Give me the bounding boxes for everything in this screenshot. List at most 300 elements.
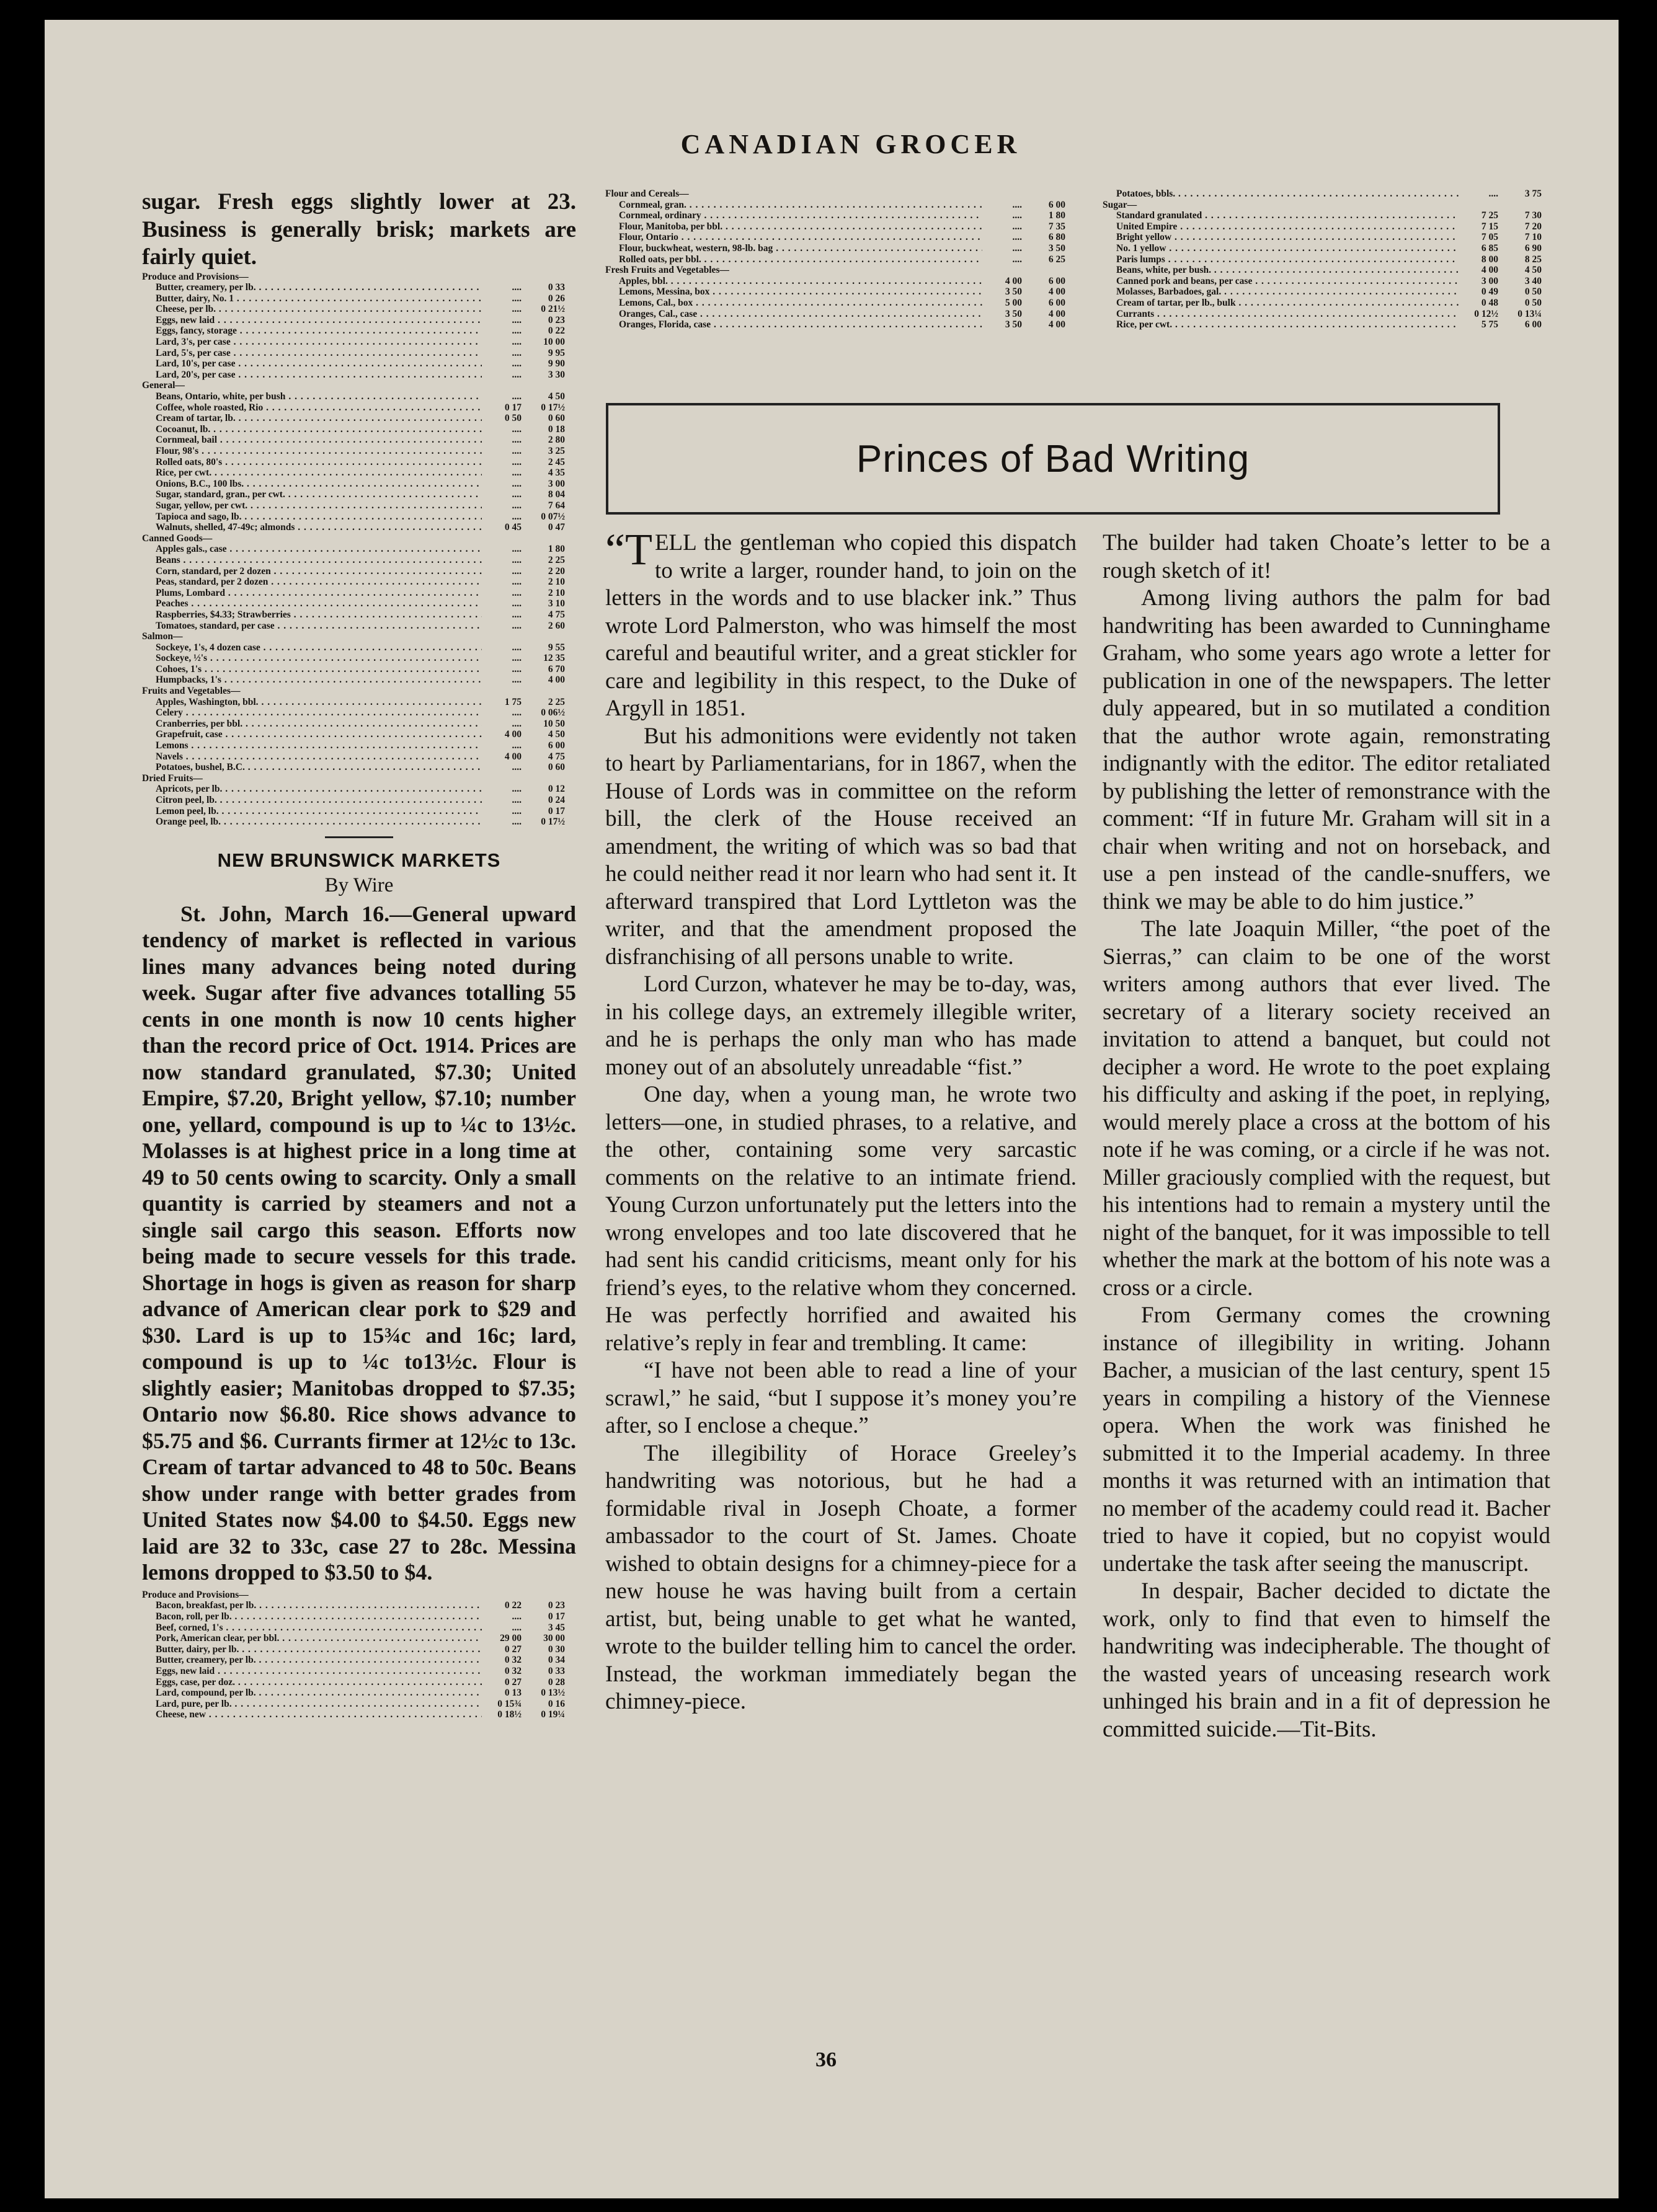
price-high: 3 40: [1524, 275, 1542, 286]
price-low: ....: [512, 805, 522, 816]
table-row: [142, 675, 576, 686]
item-name: Oranges, Florida, case . . .: [605, 319, 982, 330]
table-row: [142, 489, 576, 500]
price-high: 7 35: [1048, 221, 1065, 232]
table-row: [605, 221, 1077, 232]
item-name: Sugar, yellow, per cwt. . . .: [142, 500, 482, 511]
table-row: [1103, 286, 1553, 298]
item-name: Sockeye, ½'s . . .: [142, 653, 482, 664]
price-low: ....: [512, 456, 522, 467]
table-row: [142, 795, 576, 806]
price-high: 4 50: [548, 729, 565, 740]
market-intro: sugar. Fresh eggs slightly lower at 23. Business is generally brisk; markets are fairly quiet.: [142, 189, 576, 270]
table-row: [142, 479, 576, 490]
item-name: Apples, Washington, bbl. . . .: [142, 697, 482, 708]
item-name: Paris lumps . . .: [1103, 254, 1459, 265]
price-low: ....: [512, 511, 522, 522]
item-name: Lard, 10's, per case . . .: [142, 358, 482, 369]
table-row: [142, 1709, 576, 1720]
item-name: Cream of tartar, lb. . . .: [142, 413, 482, 424]
price-high: 10 50: [543, 718, 565, 729]
price-high: 4 00: [1048, 286, 1065, 298]
table-row: [142, 337, 576, 348]
price-high: 2 25: [548, 554, 565, 565]
price-low: ....: [1012, 210, 1022, 221]
price-low: ....: [512, 653, 522, 664]
price-high: 0 22: [548, 325, 565, 337]
price-high: 0 60: [548, 762, 565, 773]
price-high: 2 10: [548, 587, 565, 598]
price-low: ....: [512, 337, 522, 348]
price-high: 0 50: [1524, 297, 1542, 308]
table-row: [142, 413, 576, 424]
table-row: [142, 402, 576, 414]
price-high: 0 13¼: [1517, 308, 1542, 319]
price-high: 0 18: [548, 423, 565, 435]
price-low: ....: [512, 598, 522, 609]
table-row: [142, 642, 576, 653]
item-name: Flour, 98's . . .: [142, 446, 482, 457]
table-row: [605, 298, 1077, 309]
price-high: 0 06½: [541, 707, 565, 719]
table-row: [142, 697, 576, 708]
price-low: ....: [512, 675, 522, 686]
item-name: Molasses, Barbadoes, gal. . . .: [1103, 286, 1459, 298]
item-name: Corn, standard, per 2 dozen . . .: [142, 566, 482, 577]
item-name: Beans, white, per bush. . . .: [1103, 265, 1459, 276]
price-high: 0 21½: [541, 304, 565, 315]
price-low: 0 32: [504, 1665, 522, 1676]
price-low: ....: [512, 609, 522, 620]
price-low: 0 12½: [1474, 308, 1498, 319]
article-paragraph: But his admonitions were evidently not taken to heart by Parliamentarians, for in 1867, when the House of Lords was in committee on the reform bill, the clerk of the House received an amendment, the writing of which was so bad that he could neither read it nor learn who had sent it. It afterward transpired that Lord Lyttleton was the writer, and that the amendment proposed the disfranchising of all persons unable to write.: [605, 723, 1077, 970]
price-low: 0 22: [504, 1600, 522, 1611]
price-low: ....: [512, 358, 522, 369]
table-row: [142, 522, 576, 533]
price-high: 0 24: [548, 795, 565, 805]
item-name: Cornmeal, ordinary . . .: [605, 210, 982, 221]
price-high: 0 12: [548, 784, 565, 795]
divider: [325, 836, 393, 838]
price-high: 6 00: [1048, 275, 1065, 286]
price-high: 2 45: [548, 456, 565, 467]
price-low: ....: [512, 325, 522, 337]
table-row: [142, 1611, 576, 1622]
price-high: 1 80: [1048, 210, 1065, 221]
item-name: Flour, Manitoba, per bbl. . . .: [605, 221, 982, 232]
item-name: Cheese, new . . .: [142, 1709, 482, 1720]
table-row: [142, 467, 576, 479]
market-table-produce: [142, 272, 576, 828]
table-row: [142, 588, 576, 599]
item-name: Rice, per cwt. . . .: [1103, 319, 1459, 330]
price-high: 6 25: [1048, 254, 1065, 265]
table-section-title: Fruits and Vegetables—: [142, 686, 241, 697]
item-name: Cream of tartar, per lb., bulk . . .: [1103, 298, 1459, 309]
table-row: [605, 232, 1077, 243]
item-name: Canned pork and beans, per case . . .: [1103, 276, 1459, 287]
table-section-title: Flour and Cereals—: [605, 188, 689, 199]
item-name: Sugar, standard, gran., per cwt. . . .: [142, 489, 482, 500]
item-name: Lard, 5's, per case . . .: [142, 348, 482, 359]
price-low: ....: [512, 391, 522, 402]
price-high: 0 50: [1524, 286, 1542, 298]
table-row: [142, 293, 576, 304]
price-low: 7 25: [1481, 210, 1498, 221]
price-high: 0 19¼: [541, 1709, 565, 1720]
item-name: Potatoes, bushel, B.C. . . .: [142, 762, 482, 773]
price-high: 4 75: [548, 751, 565, 762]
page-number: 36: [815, 2048, 837, 2071]
table-row: [142, 424, 576, 435]
item-name: Lemons . . .: [142, 740, 482, 751]
price-low: ....: [1012, 199, 1022, 210]
price-low: 0 49: [1481, 286, 1498, 298]
price-low: ....: [512, 620, 522, 631]
article-paragraph: The late Joaquin Miller, “the poet of the Sierras,” can claim to be one of the worst writers among authors that ever lived. The secretary of a literary society received an invitation to attend a banquet, but could not decipher a word. He wrote to the poet explaing his difficulty and asking if the poet, in replying, would merely place a cross at the bottom of his note if he was coming, or a circle if he was not. Miller graciously complied with the request, but his intentions had to remain a mystery until the night of the banquet, for it was impossible to tell whether the mark at the bottom of his note was a cross or a circle.: [1103, 916, 1550, 1301]
price-high: 0 47: [548, 522, 565, 533]
table-section-title: Salmon—: [142, 631, 183, 642]
table-section-title: Dried Fruits—: [142, 772, 203, 784]
price-low: ....: [512, 478, 522, 489]
price-high: 3 10: [548, 598, 565, 609]
market-table-nb: [142, 1590, 576, 1720]
article-column-left: [605, 524, 1077, 1716]
article-paragraph: “I have not been able to read a line of your scrawl,” he said, “but I suppose it’s money you’re after, so I enclose a cheque.”: [605, 1358, 1077, 1438]
price-low: 0 27: [504, 1676, 522, 1688]
item-name: Lard, compound, per lb. . . .: [142, 1688, 482, 1699]
item-name: Peas, standard, per 2 dozen . . .: [142, 577, 482, 588]
column-right-table: [1103, 188, 1553, 330]
price-low: 1 75: [504, 696, 522, 707]
price-high: 12 35: [543, 653, 565, 664]
item-name: Potatoes, bbls. . . .: [1103, 188, 1459, 200]
price-high: 6 00: [1048, 297, 1065, 308]
table-row: [142, 806, 576, 817]
price-low: ....: [1012, 232, 1022, 243]
table-row: [1103, 309, 1553, 320]
article-title: Princes of Bad Writing: [856, 437, 1250, 480]
item-name: Beef, corned, 1's . . .: [142, 1622, 482, 1634]
price-low: 4 00: [504, 751, 522, 762]
price-low: 0 32: [504, 1655, 522, 1666]
price-low: 0 45: [504, 522, 522, 533]
price-high: 0 26: [548, 293, 565, 304]
table-section-title: General—: [142, 380, 185, 391]
price-low: ....: [512, 587, 522, 598]
table-row: [142, 457, 576, 468]
price-high: 6 70: [548, 663, 565, 675]
price-low: ....: [512, 795, 522, 805]
table-row: [142, 1699, 576, 1710]
running-head: CANADIAN GROCER: [680, 129, 1021, 159]
price-high: 4 00: [1048, 319, 1065, 330]
price-high: 4 00: [1048, 308, 1065, 319]
item-name: Humpbacks, 1's . . .: [142, 675, 482, 686]
price-high: 4 75: [548, 609, 565, 620]
price-high: 3 25: [548, 446, 565, 456]
price-high: 0 60: [548, 413, 565, 424]
price-high: 7 64: [548, 500, 565, 511]
price-low: ....: [512, 1611, 522, 1622]
price-high: 2 20: [548, 565, 565, 577]
price-low: ....: [512, 435, 522, 446]
price-high: 4 00: [548, 675, 565, 686]
price-low: ....: [512, 718, 522, 729]
item-name: Navels . . .: [142, 751, 482, 763]
price-low: 5 75: [1481, 319, 1498, 330]
item-name: Bacon, roll, per lb. . . .: [142, 1611, 482, 1622]
price-low: 0 50: [504, 413, 522, 424]
price-high: 3 50: [1048, 242, 1065, 254]
item-name: Orange peel, lb. . . .: [142, 816, 482, 828]
price-high: 30 00: [543, 1633, 565, 1644]
table-row: [142, 511, 576, 523]
price-high: 0 13½: [541, 1688, 565, 1699]
item-name: Butter, creamery, per lb. . . .: [142, 282, 482, 293]
market-report: St. John, March 16.—General upward tendency of market is reflected in various lines many advances being noted during week. Sugar after five advances totalling 55 cents in one month is now 10 cents higher than the record price of Oct. 1914. Prices are now standard granulated, $7.30; United Empire, $7.20, Bright yellow, $7.10; number one, yellard, compound is up to ¼c to 13½c. Molasses is at highest price in a long time at 49 to 50 cents owing to scarcity. Only a small quantity is carried by steamers and not a single sail cargo this season. Efforts now being made to secure vessels for this trade. Shortage in hogs is given as reason for sharp advance of American clear pork to $29 and $30. Lard is up to 15¾c and 16c; lard, compound is up to ¼c to13½c. Flour is slightly easier; Manitobas dropped to $7.35; Ontario now $6.80. Rice shows advance to $5.75 and $6. Currants firmer at 12½c to 13c. Cream of tartar advanced to 48 to 50c. Beans show under range with better grades from United States now $4.00 to $4.50. Eggs new laid are 32 to 33c, case 27 to 28c. Messina lemons dropped to $3.50 to $4.: [142, 901, 576, 1585]
item-name: Sockeye, 1's, 4 dozen case . . .: [142, 642, 482, 653]
price-low: 0 48: [1481, 297, 1498, 308]
table-row: [1103, 221, 1553, 232]
price-low: 0 15¾: [497, 1698, 522, 1709]
item-name: Tomatoes, standard, per case . . .: [142, 621, 482, 632]
table-row: [1103, 232, 1553, 243]
table-row: [142, 1622, 576, 1634]
price-high: 9 95: [548, 347, 565, 358]
price-low: 4 00: [504, 729, 522, 740]
price-high: 0 23: [548, 1600, 565, 1611]
table-row: [142, 282, 576, 293]
table-section-title: Produce and Provisions—: [142, 1589, 249, 1600]
table-row: [142, 304, 576, 315]
table-row: [142, 609, 576, 621]
price-high: 7 20: [1524, 221, 1542, 232]
market-table-flour: [605, 188, 1077, 330]
price-high: 2 60: [548, 620, 565, 631]
price-high: 0 17: [548, 805, 565, 816]
price-high: 3 30: [548, 369, 565, 380]
price-low: ....: [512, 663, 522, 675]
article-paragraph: Among living authors the palm for bad handwriting has been awarded to Cunninghame Graham, who some years ago wrote a letter for publication in one of the newspapers. The letter duly appeared, but in so mutilated a condition that the author wrote again, remonstrating indignantly with the editor. The editor retaliated by publishing the letter of remonstrance with the comment: “If in future Mr. Graham will sit in a chair when writing and not on horseback, and use a pen instead of the candle-snuffers, we think we may be able to do him justice.”: [1103, 585, 1550, 914]
price-high: 9 90: [548, 358, 565, 369]
item-name: No. 1 yellow . . .: [1103, 243, 1459, 254]
table-row: [142, 315, 576, 326]
table-row: [605, 286, 1077, 298]
price-low: ....: [512, 446, 522, 456]
price-low: 6 85: [1481, 242, 1498, 254]
table-row: [605, 254, 1077, 265]
table-row: [605, 276, 1077, 287]
column-left: [142, 188, 576, 1720]
price-low: ....: [1012, 254, 1022, 265]
item-name: Butter, creamery, per lb. . . .: [142, 1655, 482, 1666]
section-heading: NEW BRUNSWICK MARKETS: [217, 849, 501, 871]
item-name: Lemons, Messina, box . . .: [605, 286, 982, 298]
price-low: 4 00: [1481, 265, 1498, 276]
item-name: Butter, dairy, No. 1 . . .: [142, 293, 482, 304]
price-high: 2 80: [548, 435, 565, 446]
price-high: 0 07½: [541, 511, 565, 522]
price-high: 8 04: [548, 489, 565, 500]
price-low: 8 00: [1481, 254, 1498, 265]
item-name: Flour, buckwheat, western, 98-lb. bag . . .: [605, 243, 982, 254]
item-name: Coffee, whole roasted, Rio . . .: [142, 402, 482, 414]
price-high: 4 50: [1524, 265, 1542, 276]
price-low: 0 18½: [497, 1709, 522, 1720]
price-high: 10 00: [543, 337, 565, 348]
table-row: [142, 325, 576, 337]
price-low: ....: [512, 816, 522, 828]
item-name: Oranges, Cal., case . . .: [605, 309, 982, 320]
price-low: 7 15: [1481, 221, 1498, 232]
price-high: 8 25: [1524, 254, 1542, 265]
price-low: 3 50: [1005, 308, 1022, 319]
item-name: Bacon, breakfast, per lb. . . .: [142, 1600, 482, 1611]
price-low: ....: [512, 544, 522, 555]
price-low: ....: [512, 500, 522, 511]
table-row: [142, 369, 576, 381]
article-column-right: [1103, 529, 1550, 1743]
price-high: 2 25: [548, 696, 565, 707]
price-high: 6 00: [548, 740, 565, 751]
item-name: Cornmeal, bail . . .: [142, 435, 482, 446]
drop-cap: “T: [605, 524, 652, 574]
price-low: 5 00: [1005, 297, 1022, 308]
price-high: 6 90: [1524, 242, 1542, 254]
price-low: ....: [512, 467, 522, 479]
table-row: [605, 319, 1077, 330]
table-row: [142, 598, 576, 609]
table-row: [142, 1677, 576, 1688]
table-row: [142, 1633, 576, 1644]
item-name: Bright yellow . . .: [1103, 232, 1459, 243]
price-low: ....: [512, 282, 522, 293]
table-row: [142, 435, 576, 446]
item-name: Cohoes, 1's . . .: [142, 664, 482, 675]
table-row: [142, 358, 576, 369]
price-low: ....: [1012, 242, 1022, 254]
item-name: Beans, Ontario, white, per bush . . .: [142, 391, 482, 402]
price-high: 6 00: [1524, 319, 1542, 330]
table-row: [142, 446, 576, 457]
table-row: [1103, 276, 1553, 287]
item-name: Beans . . .: [142, 555, 482, 566]
item-name: Cocoanut, lb. . . .: [142, 424, 482, 435]
table-row: [142, 1688, 576, 1699]
item-name: Lard, 20's, per case . . .: [142, 369, 482, 381]
item-name: Eggs, fancy, storage . . .: [142, 325, 482, 337]
table-row: [605, 210, 1077, 221]
item-name: Cheese, per lb. . . .: [142, 304, 482, 315]
price-high: 0 33: [548, 282, 565, 293]
price-low: ....: [512, 347, 522, 358]
table-row: [1103, 298, 1553, 309]
price-low: ....: [1488, 188, 1498, 199]
market-table-sugar: [1103, 188, 1553, 330]
article-paragraph: From Germany comes the crowning instance of illegibility in writing. Johann Bacher, a musician of the last century, spent 15 years in compiling a history of the Viennese opera. When the work was finished he submitted it to the Imperial academy. In three months it was returned with an intimation that no member of the academy could read it. Bacher tried to have it copied, but no copyist would undertake the task after seeing the manuscript.: [1103, 1303, 1550, 1577]
item-name: Plums, Lombard . . .: [142, 588, 482, 599]
item-name: Raspberries, $4.33; Strawberries . . .: [142, 609, 482, 621]
table-row: [142, 816, 576, 828]
table-section-title: Produce and Provisions—: [142, 271, 249, 282]
item-name: Currants . . .: [1103, 309, 1459, 320]
article-paragraph: The builder had taken Choate’s letter to be a rough sketch of it!: [1103, 530, 1550, 583]
price-high: 2 10: [548, 577, 565, 588]
price-low: ....: [512, 369, 522, 380]
table-row: [142, 621, 576, 632]
table-row: [142, 1655, 576, 1666]
table-row: [142, 577, 576, 588]
item-name: Pork, American clear, per bbl. . . .: [142, 1633, 482, 1644]
table-section-title: Canned Goods—: [142, 533, 213, 544]
price-high: 3 75: [1524, 188, 1542, 199]
item-name: Tapioca and sago, lb. . . .: [142, 511, 482, 523]
item-name: Rice, per cwt. . . .: [142, 467, 482, 479]
item-name: Lemons, Cal., box . . .: [605, 298, 982, 309]
table-row: [1103, 319, 1553, 330]
item-name: Walnuts, shelled, 47-49c; almonds . . .: [142, 522, 482, 533]
item-name: Lard, 3's, per case . . .: [142, 337, 482, 348]
price-high: 7 10: [1524, 232, 1542, 243]
article-paragraph: “TELL the gentleman who copied this dispatch to write a larger, rounder hand, to join on the letters in the words and to use blacker ink.” Thus wrote Lord Palmerston, who was himself the most careful and beautiful writer, and a great stickler for care and legibility in this respect, to the Duke of Argyll in 1851.: [605, 524, 1077, 721]
price-low: 0 17: [504, 402, 522, 413]
price-high: 0 23: [548, 314, 565, 325]
item-name: Butter, dairy, per lb. . . .: [142, 1644, 482, 1655]
table-row: [605, 309, 1077, 320]
price-low: ....: [512, 740, 522, 751]
table-row: [142, 784, 576, 795]
article-paragraph: Lord Curzon, whatever he may be to-day, was, in his college days, an extremely illegible writer, and he is perhaps the only man who has made money out of an absolutely unreadable “fist.”: [605, 971, 1077, 1080]
price-low: 3 50: [1005, 319, 1022, 330]
item-name: Eggs, new laid . . .: [142, 315, 482, 326]
price-low: ....: [512, 293, 522, 304]
table-row: [142, 566, 576, 577]
price-low: ....: [512, 577, 522, 588]
table-row: [605, 200, 1077, 211]
article-paragraph: In despair, Bacher decided to dictate the work, only to find that even to himself the handwriting was indecipherable. The thought of the wasted years of unceasing research work unhinged his brain and in a fit of depression he committed suicide.—Tit-Bits.: [1103, 1578, 1550, 1742]
table-row: [142, 664, 576, 675]
item-name: Flour, Ontario . . .: [605, 232, 982, 243]
item-name: Peaches . . .: [142, 598, 482, 609]
table-row: [142, 1644, 576, 1655]
table-section-title: Fresh Fruits and Vegetables—: [605, 265, 729, 276]
item-name: Rolled oats, 80's . . .: [142, 457, 482, 468]
item-name: Celery . . .: [142, 707, 482, 719]
price-high: 0 33: [548, 1665, 565, 1676]
price-low: ....: [512, 784, 522, 795]
item-name: Lemon peel, lb. . . .: [142, 806, 482, 817]
article-paragraph: One day, when a young man, he wrote two letters—one, in studied phrases, to a relative, and the other, containing some very sarcastic comments on the relative to an intimate friend. Young Curzon unfortunately put the letters into the wrong envelopes and too late discovered that he had sent his candid criticisms, meant only for his friend’s eyes, to the relative whom they concerned. He was perfectly horrified and awaited his relative’s reply in fear and trembling. It came:: [605, 1082, 1077, 1356]
price-high: 6 80: [1048, 232, 1065, 243]
price-low: 3 50: [1005, 286, 1022, 298]
item-name: Grapefruit, case . . .: [142, 729, 482, 740]
price-low: ....: [512, 707, 522, 719]
table-row: [1103, 254, 1553, 265]
price-high: 3 00: [548, 478, 565, 489]
table-row: [1103, 265, 1553, 276]
price-high: 0 34: [548, 1655, 565, 1666]
article-title-box: [606, 403, 1500, 515]
price-low: 29 00: [500, 1633, 522, 1644]
item-name: Rolled oats, per bbl. . . .: [605, 254, 982, 265]
item-name: Onions, B.C., 100 lbs. . . .: [142, 479, 482, 490]
table-row: [142, 740, 576, 751]
table-row: [1103, 243, 1553, 254]
item-name: Apples, bbl. . . .: [605, 276, 982, 287]
table-row: [142, 555, 576, 566]
table-row: [142, 751, 576, 763]
